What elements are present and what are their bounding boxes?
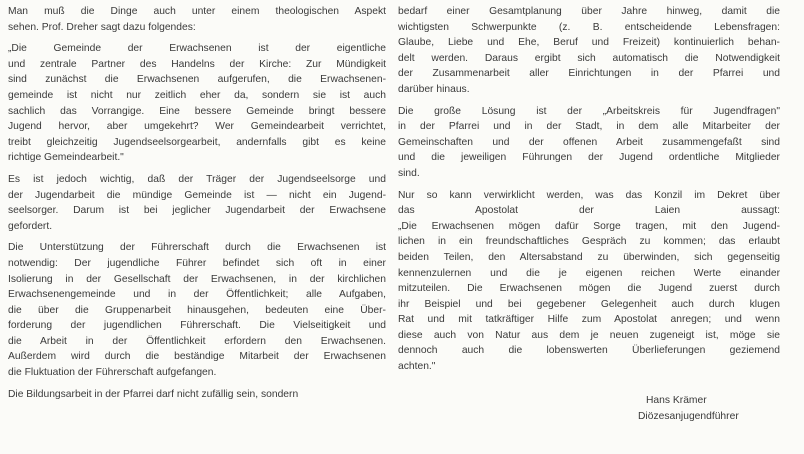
text-line: die Fluktuation der Führerschaft aufgefangen. xyxy=(8,367,217,379)
text-line: gemeinde ist nicht nur zeitlich eher da, sondern sie ist auch xyxy=(8,89,386,101)
text-line: die über die Gruppenarbeit hinausgehen, bedeuten eine Über- xyxy=(8,304,386,316)
text-line: „Die Erwachsenen mögen dafür Sorge tragen, mit den Jugend- xyxy=(398,220,780,232)
text-line: und zentrale Partner des Handelns der Kirche: Zur Mündigkeit xyxy=(8,58,386,70)
text-line: kennenzulernen und die je eigenen reichen Werte einander xyxy=(398,267,780,279)
text-line: sehen. Prof. Dreher sagt dazu folgendes: xyxy=(8,21,196,33)
text-line: der Jugendarbeit die mündige Gemeinde ist — nicht ein Jugend- xyxy=(8,189,386,201)
text-line: darüber hinaus. xyxy=(398,83,470,95)
signature-name: Hans Krämer xyxy=(646,395,707,406)
text-line: delt werden. Daraus ergibt sich automatisch die Notwendigkeit xyxy=(398,52,780,64)
text-line: gefordert. xyxy=(8,220,53,232)
paragraph-gesamtplanung xyxy=(398,4,780,98)
text-line: dennoch auch die lobenswerten Überlieferungen geziemend xyxy=(398,345,780,357)
text-line: Erwachsenengemeinde und in der Öffentlichkeit; alle Aufgaben, xyxy=(8,289,386,301)
text-line: Gemeinschaften und der offenen Arbeit zusammengefaßt sind xyxy=(398,136,780,148)
text-line: Die Bildungsarbeit in der Pfarrei darf nicht zufällig sein, sondern xyxy=(8,388,299,400)
text-line: Glaube, Liebe und Ehe, Beruf und Freizeit) kontinuierlich behan- xyxy=(398,37,780,49)
paragraph-traeger xyxy=(8,172,386,234)
paragraph-aspect xyxy=(8,4,386,35)
text-line: Die große Lösung ist der „Arbeitskreis für Jugendfragen" xyxy=(398,105,780,117)
paragraph-dreher-quote xyxy=(8,41,386,166)
paragraph-unterstuetzung xyxy=(8,240,386,380)
text-line: sachlich das Vorrangige. Eine bessere Gemeinde bringt bessere xyxy=(8,105,386,117)
text-line: bedarf einer Gesamtplanung über Jahre hinweg, damit die xyxy=(398,6,780,17)
text-line: „Die Gemeinde der Erwachsenen ist der eigentliche xyxy=(8,43,386,55)
text-line: achten." xyxy=(398,361,436,373)
text-line: in der Pfarrei und in der Stadt, in dem alle Mitarbeiter der xyxy=(398,121,780,133)
text-line: wichtigsten Schwerpunkte (z. B. entscheidende Lebensfragen: xyxy=(398,21,780,33)
text-line: sind zunächst die Erwachsenen aufgerufen, die Erwachsenen- xyxy=(8,74,386,86)
text-line: Außerdem wird durch die beständige Mitarbeit der Erwachsenen xyxy=(8,351,386,363)
text-line: Nur so kann verwirklicht werden, was das Konzil im Dekret über xyxy=(398,189,780,201)
text-line: mitzuteilen. Die Erwachsenen mögen die Jugend zuerst durch xyxy=(398,283,780,295)
text-line: ihr Beispiel und bei gegebener Gelegenheit auch durch klugen xyxy=(398,298,780,310)
text-line: das Apostolat der Laien aussagt: xyxy=(398,205,780,217)
text-line: diese auch von Natur aus dem je neuen zugeneigt ist, möge sie xyxy=(398,329,780,341)
right-column xyxy=(398,4,780,381)
text-line: beiden Teilen, den Altersabstand zu überwinden, sich gegenseitig xyxy=(398,251,780,263)
paragraph-bildungsarbeit xyxy=(8,387,386,403)
text-line: Isolierung in der Gesellschaft der Erwachsenen, in der kirchlichen xyxy=(8,273,386,285)
text-line: treibt gleichzeitig Jugendseelsorgearbeit, andernfalls gibt es keine xyxy=(8,136,386,148)
text-line: sind. xyxy=(398,167,420,179)
signature-title: Diözesanjugendführer xyxy=(638,410,739,422)
text-line: Jugend hervor, aber umgekehrt? Wer Gemeindearbeit verrichtet, xyxy=(8,121,386,133)
text-line: Rat und mit tatkräftiger Hilfe zum Apostolat anregen; und wenn xyxy=(398,314,780,326)
text-line: lichen in ein freundschaftliches Gespräch zu kommen; das erlaubt xyxy=(398,236,780,248)
signature-block xyxy=(638,393,739,424)
text-line: seelsorger. Darum ist bei jeglicher Jugendarbeit der Erwachsene xyxy=(8,205,386,217)
left-column xyxy=(8,4,386,408)
text-line: notwendig: Der jugendliche Führer befindet sich oft in einer xyxy=(8,257,386,269)
text-line: Man muß die Dinge auch unter einem theologischen Aspekt xyxy=(8,6,386,17)
text-line: richtige Gemeindearbeit." xyxy=(8,152,124,164)
text-line: und die jeweiligen Führungen der Jugend ordentliche Mitglieder xyxy=(398,152,780,164)
text-line: forderung der jugendlichen Führerschaft. Die Vielseitigkeit und xyxy=(8,320,386,332)
text-line: Es ist jedoch wichtig, daß der Träger der Jugendseelsorge und xyxy=(8,173,386,185)
paragraph-konzil xyxy=(398,188,780,375)
text-line: der Zusammenarbeit aller Einrichtungen in der Pfarrei und xyxy=(398,68,780,80)
paragraph-grosse-loesung xyxy=(398,104,780,182)
text-line: Die Unterstützung der Führerschaft durch die Erwachsenen ist xyxy=(8,242,386,254)
text-line: die Arbeit in der Öffentlichkeit erfordern den Erwachsenen. xyxy=(8,335,386,347)
